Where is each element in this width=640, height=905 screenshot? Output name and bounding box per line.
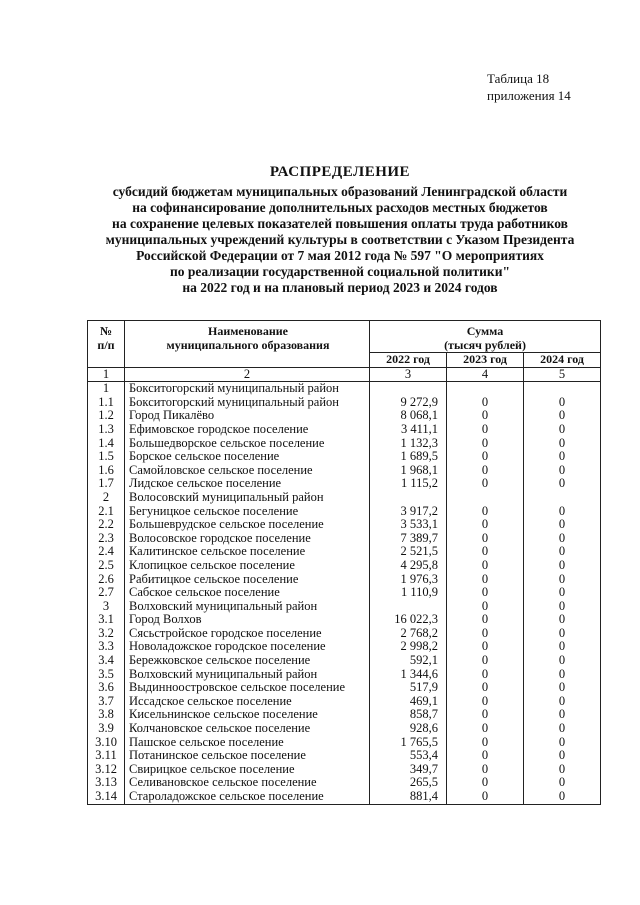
row-2022: 7 389,7 [370,532,447,546]
row-2024: 0 [524,586,601,600]
row-name: Город Пикалёво [125,409,370,423]
table-row [88,518,601,532]
appendix-note [487,70,571,104]
document-title-line: на 2022 год и на плановый период 2023 и 2024 годов [182,280,498,295]
row-2024: 0 [524,708,601,722]
table-row [88,736,601,750]
row-2023: 0 [447,681,524,695]
subsidy-table [87,320,601,805]
row-number: 3.9 [88,722,125,736]
row-2024: 0 [524,681,601,695]
table-row [88,776,601,790]
row-number: 1.3 [88,423,125,437]
row-2023: 0 [447,654,524,668]
row-2024: 0 [524,396,601,410]
table-row [88,640,601,654]
row-2024: 0 [524,437,601,451]
table-row [88,423,601,437]
document-title-main: РАСПРЕДЕЛЕНИЕ [269,164,411,180]
header-number [88,321,125,368]
row-number: 3.3 [88,640,125,654]
row-2023: 0 [447,722,524,736]
table-row [88,464,601,478]
row-2022: 4 295,8 [370,559,447,573]
row-2022: 1 689,5 [370,450,447,464]
table-row [88,382,601,396]
document-title-line: субсидий бюджетам муниципальных образований Ленинградской области [112,184,568,199]
row-2023: 0 [447,409,524,423]
row-number: 2.5 [88,559,125,573]
row-2022: 928,6 [370,722,447,736]
row-2022: 9 272,9 [370,396,447,410]
row-number: 2 [88,491,125,505]
row-2023: 0 [447,708,524,722]
row-2022: 592,1 [370,654,447,668]
row-2022: 1 976,3 [370,573,447,587]
row-2022: 1 344,6 [370,668,447,682]
row-2024: 0 [524,505,601,519]
row-2024: 0 [524,573,601,587]
row-2023: 0 [447,627,524,641]
index-cell: 2 [125,367,370,382]
header-year-2022: 2022 год [370,353,447,368]
row-number: 1.1 [88,396,125,410]
row-2024: 0 [524,695,601,709]
row-2022: 469,1 [370,695,447,709]
row-2022: 2 768,2 [370,627,447,641]
row-name: Бокситогорский муниципальный район [125,396,370,410]
row-name: Лидское сельское поселение [125,477,370,491]
row-2022: 517,9 [370,681,447,695]
row-number: 1.2 [88,409,125,423]
table-row [88,613,601,627]
row-name: Бережковское сельское поселение [125,654,370,668]
row-number: 3.10 [88,736,125,750]
header-name [125,321,370,368]
document-title [60,164,620,296]
row-2023: 0 [447,790,524,804]
table-index-row [88,367,601,382]
index-cell: 5 [524,367,601,382]
table-row [88,450,601,464]
row-2023: 0 [447,477,524,491]
row-number: 3 [88,600,125,614]
row-name: Свирицкое сельское поселение [125,763,370,777]
table-row [88,627,601,641]
row-2022 [370,600,447,614]
table-row [88,491,601,505]
header-name-line2: муниципального образования [166,338,330,352]
row-number: 2.4 [88,545,125,559]
table-row [88,749,601,763]
row-2022: 1 765,5 [370,736,447,750]
row-2022: 2 521,5 [370,545,447,559]
row-number: 1.4 [88,437,125,451]
row-2023: 0 [447,559,524,573]
row-2023: 0 [447,573,524,587]
table-header-row [88,321,601,353]
row-2024: 0 [524,545,601,559]
row-2022: 1 115,2 [370,477,447,491]
row-2024: 0 [524,477,601,491]
row-number: 2.7 [88,586,125,600]
row-name: Потанинское сельское поселение [125,749,370,763]
document-title-line: на софинансирование дополнительных расходов местных бюджетов [132,200,548,215]
table-row [88,409,601,423]
table-row [88,477,601,491]
table-row [88,545,601,559]
row-2022: 1 110,9 [370,586,447,600]
row-number: 3.7 [88,695,125,709]
row-name: Бегуницкое сельское поселение [125,505,370,519]
row-number: 3.6 [88,681,125,695]
row-name: Клопицкое сельское поселение [125,559,370,573]
row-2024: 0 [524,409,601,423]
row-2024: 0 [524,559,601,573]
table-row [88,600,601,614]
row-2023: 0 [447,464,524,478]
row-2024: 0 [524,627,601,641]
row-2024: 0 [524,464,601,478]
document-title-line: по реализации государственной социальной политики" [170,264,510,279]
row-number: 3.4 [88,654,125,668]
document-title-line: на сохранение целевых показателей повышения оплаты труда работников [112,216,568,231]
row-name: Сясьстройское городское поселение [125,627,370,641]
row-name: Пашское сельское поселение [125,736,370,750]
header-sum-line2: (тысяч рублей) [444,338,526,352]
table-row [88,722,601,736]
row-2024: 0 [524,749,601,763]
row-number: 3.5 [88,668,125,682]
row-2023: 0 [447,505,524,519]
row-number: 2.2 [88,518,125,532]
row-name: Староладожское сельское поселение [125,790,370,804]
table-row [88,681,601,695]
row-2023: 0 [447,532,524,546]
row-2024: 0 [524,450,601,464]
row-2024 [524,382,601,396]
row-2024: 0 [524,654,601,668]
table-row [88,573,601,587]
row-2023: 0 [447,450,524,464]
row-2022: 2 998,2 [370,640,447,654]
row-name: Большеврудское сельское поселение [125,518,370,532]
table-row [88,437,601,451]
header-sum [370,321,601,353]
table-body [88,382,601,804]
row-2024 [524,491,601,505]
row-2024: 0 [524,423,601,437]
row-2024: 0 [524,763,601,777]
row-2022: 3 411,1 [370,423,447,437]
appendix-note-line2: приложения 14 [487,88,571,103]
index-cell: 4 [447,367,524,382]
table-row [88,532,601,546]
row-name: Выдинноостровское сельское поселение [125,681,370,695]
row-2023: 0 [447,640,524,654]
row-name: Волховский муниципальный район [125,668,370,682]
row-number: 3.13 [88,776,125,790]
row-2024: 0 [524,640,601,654]
row-name: Город Волхов [125,613,370,627]
table-row [88,586,601,600]
document-title-line: муниципальных учреждений культуры в соответствии с Указом Президента [105,232,575,247]
row-2022 [370,491,447,505]
row-2022 [370,382,447,396]
row-2023: 0 [447,668,524,682]
row-number: 1.6 [88,464,125,478]
row-2023 [447,491,524,505]
row-name: Волховский муниципальный район [125,600,370,614]
row-2022: 1 132,3 [370,437,447,451]
header-number-line2: п/п [97,338,115,352]
row-2022: 265,5 [370,776,447,790]
header-name-line1: Наименование [208,324,288,338]
row-name: Калитинское сельское поселение [125,545,370,559]
header-number-line1: № [99,324,113,338]
row-name: Волосовский муниципальный район [125,491,370,505]
index-cell: 3 [370,367,447,382]
row-name: Сабское сельское поселение [125,586,370,600]
table-row [88,763,601,777]
row-2023: 0 [447,763,524,777]
row-number: 3.2 [88,627,125,641]
row-number: 3.1 [88,613,125,627]
row-2024: 0 [524,776,601,790]
row-2023: 0 [447,545,524,559]
row-name: Колчановское сельское поселение [125,722,370,736]
row-2024: 0 [524,613,601,627]
row-2024: 0 [524,668,601,682]
row-2023: 0 [447,586,524,600]
row-2024: 0 [524,736,601,750]
row-name: Волосовское городское поселение [125,532,370,546]
row-number: 2.1 [88,505,125,519]
table-row [88,396,601,410]
document-title-line: Российской Федерации от 7 мая 2012 года № 597 "О мероприятиях [136,248,544,263]
row-2023: 0 [447,423,524,437]
row-2024: 0 [524,600,601,614]
row-name: Ефимовское городское поселение [125,423,370,437]
table-row [88,559,601,573]
header-year-2023: 2023 год [447,353,524,368]
row-number: 2.6 [88,573,125,587]
row-2022: 349,7 [370,763,447,777]
table-row [88,695,601,709]
row-2023: 0 [447,776,524,790]
row-2023: 0 [447,518,524,532]
row-2022: 3 917,2 [370,505,447,519]
row-2023: 0 [447,437,524,451]
row-name: Большедворское сельское поселение [125,437,370,451]
table-row [88,668,601,682]
row-2024: 0 [524,532,601,546]
table-row [88,790,601,804]
index-cell: 1 [88,367,125,382]
row-2024: 0 [524,518,601,532]
header-sum-line1: Сумма [466,324,504,338]
table-row [88,505,601,519]
row-2022: 858,7 [370,708,447,722]
table-row [88,708,601,722]
row-name: Иссадское сельское поселение [125,695,370,709]
row-2023: 0 [447,695,524,709]
row-2024: 0 [524,722,601,736]
row-2023: 0 [447,613,524,627]
row-2023: 0 [447,600,524,614]
row-name: Самойловское сельское поселение [125,464,370,478]
row-name: Селивановское сельское поселение [125,776,370,790]
row-2024: 0 [524,790,601,804]
row-2022: 1 968,1 [370,464,447,478]
row-2022: 881,4 [370,790,447,804]
row-name: Рабитицкое сельское поселение [125,573,370,587]
row-2023: 0 [447,749,524,763]
table-row [88,654,601,668]
row-2023: 0 [447,736,524,750]
header-year-2024: 2024 год [524,353,601,368]
row-number: 3.14 [88,790,125,804]
row-number: 1.7 [88,477,125,491]
row-number: 1 [88,382,125,396]
row-name: Кисельнинское сельское поселение [125,708,370,722]
row-2023: 0 [447,396,524,410]
row-number: 3.8 [88,708,125,722]
row-name: Бокситогорский муниципальный район [125,382,370,396]
row-2022: 8 068,1 [370,409,447,423]
row-number: 3.12 [88,763,125,777]
row-name: Борское сельское поселение [125,450,370,464]
row-number: 3.11 [88,749,125,763]
row-2022: 3 533,1 [370,518,447,532]
row-number: 1.5 [88,450,125,464]
row-2022: 16 022,3 [370,613,447,627]
row-2022: 553,4 [370,749,447,763]
appendix-note-line1: Таблица 18 [487,71,550,86]
row-name: Новоладожское городское поселение [125,640,370,654]
row-2023 [447,382,524,396]
row-number: 2.3 [88,532,125,546]
